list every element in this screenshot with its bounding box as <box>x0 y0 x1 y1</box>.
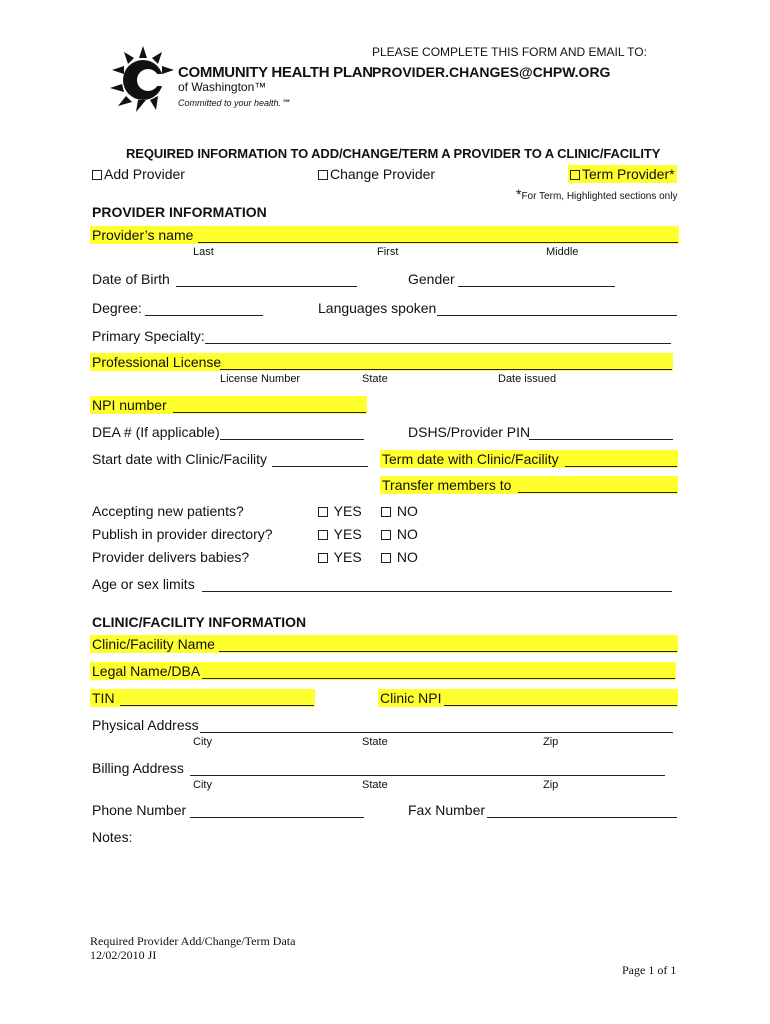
provider-name-line[interactable] <box>198 242 678 243</box>
provider-name-label: Provider’s name <box>92 227 194 243</box>
accepting-yes-checkbox[interactable] <box>318 507 328 517</box>
physical-sub-city: City <box>193 736 212 748</box>
fax-field[interactable] <box>487 817 677 818</box>
question-publish-label: Publish in provider directory? <box>92 526 273 542</box>
add-provider-label: Add Provider <box>104 166 185 182</box>
age-limits-field[interactable] <box>202 591 672 592</box>
clinic-info-heading: CLINIC/FACILITY INFORMATION <box>92 614 307 630</box>
age-limits-label: Age or sex limits <box>92 576 195 592</box>
dea-label: DEA # (If applicable) <box>92 424 220 440</box>
specialty-label: Primary Specialty: <box>92 328 205 344</box>
degree-label: Degree: <box>92 300 142 316</box>
dea-field[interactable] <box>220 439 364 440</box>
footer-doc-title: Required Provider Add/Change/Term Data <box>90 934 296 948</box>
term-note: *For Term, Highlighted sections only <box>516 186 678 202</box>
languages-field[interactable] <box>437 315 677 316</box>
notes-label: Notes: <box>92 829 133 845</box>
provider-info-heading: PROVIDER INFORMATION <box>92 204 267 220</box>
license-sub-state: State <box>362 373 388 385</box>
publish-no-option[interactable]: NO <box>381 526 418 542</box>
babies-no-option[interactable]: NO <box>381 549 418 565</box>
accepting-no-checkbox[interactable] <box>381 507 391 517</box>
add-provider-checkbox[interactable] <box>92 170 102 180</box>
npi-label: NPI number <box>92 397 167 413</box>
babies-no-checkbox[interactable] <box>381 553 391 563</box>
change-provider-option[interactable] <box>318 166 435 182</box>
babies-yes-option[interactable]: YES <box>318 549 362 565</box>
clinic-name-field[interactable] <box>219 651 677 652</box>
legal-name-field[interactable] <box>202 678 675 679</box>
license-label: Professional License <box>92 354 222 370</box>
clinic-npi-field[interactable] <box>444 705 677 706</box>
physical-sub-zip: Zip <box>543 736 559 748</box>
gender-label: Gender <box>408 271 455 287</box>
physical-sub-state: State <box>362 736 388 748</box>
publish-no-checkbox[interactable] <box>381 530 391 540</box>
tin-field[interactable] <box>120 705 314 706</box>
accepting-yes-option[interactable]: YES <box>318 503 362 519</box>
logo <box>108 44 373 116</box>
logo-subname: of Washington™ <box>178 80 267 94</box>
logo-tagline: Committed to your health.℠ <box>178 98 291 108</box>
term-date-field[interactable] <box>565 466 677 467</box>
billing-address-field[interactable] <box>190 775 665 776</box>
logo-name: COMMUNITY HEALTH PLAN <box>178 64 373 81</box>
clinic-npi-label: Clinic NPI <box>380 690 442 706</box>
degree-field[interactable] <box>145 315 263 316</box>
start-date-label: Start date with Clinic/Facility <box>92 451 268 467</box>
specialty-field[interactable] <box>205 343 671 344</box>
name-sub-first: First <box>377 246 399 258</box>
phone-field[interactable] <box>190 817 364 818</box>
dshs-field[interactable] <box>529 439 673 440</box>
license-sub-date: Date issued <box>498 373 557 385</box>
legal-name-label: Legal Name/DBA <box>92 663 201 679</box>
sunburst-logo-icon <box>108 44 178 114</box>
form-title: REQUIRED INFORMATION TO ADD/CHANGE/TERM A PROVIDER TO A CLINIC/FACILITY <box>126 146 661 161</box>
name-sub-last: Last <box>193 246 214 258</box>
question-accepting-label: Accepting new patients? <box>92 503 244 519</box>
npi-field[interactable] <box>173 412 366 413</box>
physical-address-label: Physical Address <box>92 717 199 733</box>
languages-label: Languages spoken <box>318 300 437 316</box>
clinic-name-label: Clinic/Facility Name <box>92 636 215 652</box>
transfer-label: Transfer members to <box>382 477 512 493</box>
name-sub-middle: Middle <box>546 246 579 258</box>
change-provider-checkbox[interactable] <box>318 170 328 180</box>
license-field[interactable] <box>220 369 672 370</box>
babies-yes-checkbox[interactable] <box>318 553 328 563</box>
dob-label: Date of Birth <box>92 271 170 287</box>
email-instruction: PLEASE COMPLETE THIS FORM AND EMAIL TO: <box>372 45 647 59</box>
dob-field[interactable] <box>176 286 357 287</box>
billing-sub-state: State <box>362 779 388 791</box>
term-provider-label: Term Provider* <box>582 166 675 182</box>
dshs-label: DSHS/Provider PIN <box>408 424 531 440</box>
transfer-field[interactable] <box>518 492 677 493</box>
term-provider-option[interactable] <box>568 165 677 183</box>
publish-yes-option[interactable]: YES <box>318 526 362 542</box>
phone-label: Phone Number <box>92 802 187 818</box>
term-date-label: Term date with Clinic/Facility <box>382 451 559 467</box>
billing-sub-zip: Zip <box>543 779 559 791</box>
add-provider-option[interactable] <box>92 166 185 182</box>
accepting-no-option[interactable]: NO <box>381 503 418 519</box>
tin-label: TIN <box>92 690 115 706</box>
email-address[interactable]: PROVIDER.CHANGES@CHPW.ORG <box>372 64 611 80</box>
term-provider-checkbox[interactable] <box>570 170 580 180</box>
footer-doc-date: 12/02/2010 JI <box>90 948 157 962</box>
change-provider-label: Change Provider <box>330 166 436 182</box>
page-number: Page 1 of 1 <box>622 963 677 977</box>
publish-yes-checkbox[interactable] <box>318 530 328 540</box>
gender-field[interactable] <box>458 286 615 287</box>
fax-label: Fax Number <box>408 802 486 818</box>
billing-sub-city: City <box>193 779 212 791</box>
license-sub-number: License Number <box>220 373 301 385</box>
start-date-field[interactable] <box>272 466 368 467</box>
billing-address-label: Billing Address <box>92 760 184 776</box>
question-babies-label: Provider delivers babies? <box>92 549 250 565</box>
physical-address-field[interactable] <box>200 732 673 733</box>
